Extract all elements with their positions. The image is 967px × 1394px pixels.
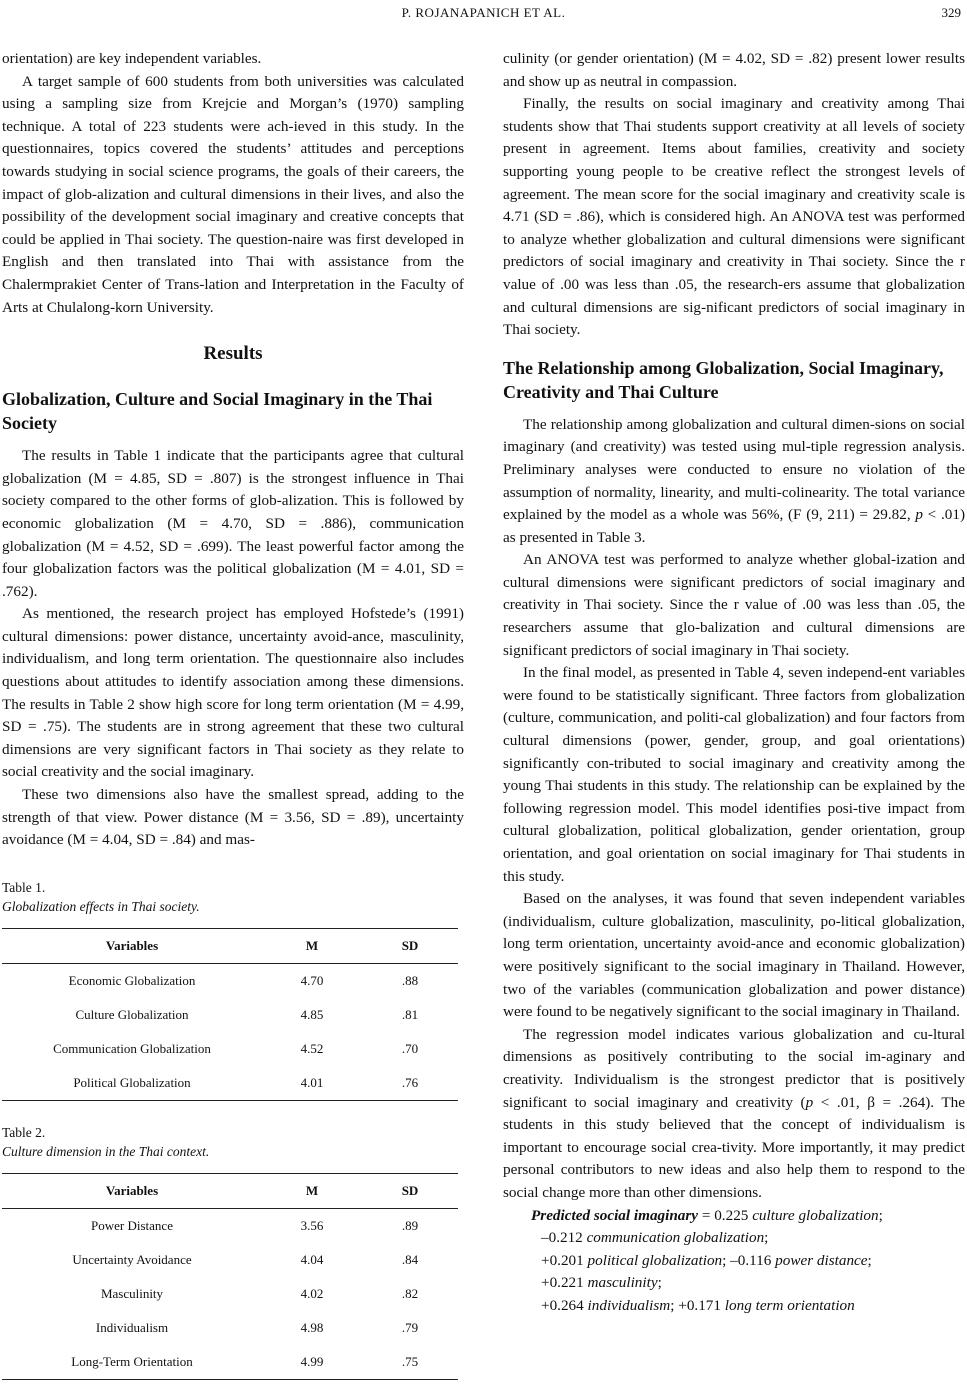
running-header-author: P. ROJANAPANICH ET AL. [401, 5, 566, 20]
table-row [2, 1345, 458, 1380]
paragraph: As mentioned, the research project has employed Hofstede’s (1991) cultural dimensions: power distance, uncertainty avoid-ance, masculinity, individualism, and long term orientation. The questionnaire also includes questions about attitudes to identify association among these dimensions. The results in Table 2 show high score for long term orientation (M = 4.99, SD = .75). The students are in strong agreement that these two cultural dimensions are very significant factors in Thai society as they relate to social creativity and the social imaginary. [2, 605, 464, 781]
table-header-row [2, 928, 458, 963]
equation-variable: power distance [775, 1251, 868, 1269]
table-header-row [2, 1173, 458, 1208]
paragraph: A target sample of 600 students from both universities was calculated using a sampling size from Krejcie and Morgan’s (1970) sampling technique. A total of 223 students were ach-ieved in this study. In the questionnaires, topics covered the students’ attitudes and perceptions towards studying in social science programs, the goals of their careers, the impact of glob-alization and cultural dimensions in their lives, and also the possibility of the development social imaginary and creative concepts that could be applied in Thai society. The question-naire was first developed in English and then translated into Thai with assistance from the Chalermprakiet Center of Trans-lation and Interpretation in the Faculty of Arts at Chulalong-korn University. [2, 72, 464, 316]
running-header [0, 0, 967, 26]
equation-separator: ; [878, 1206, 883, 1224]
table-cell: .75 [401, 1353, 419, 1369]
table-row [2, 1277, 458, 1311]
equation-coefficient: +0.221 [541, 1274, 588, 1292]
equation-coefficient: –0.212 [541, 1229, 587, 1247]
equation-coefficient: +0.201 [541, 1251, 588, 1269]
equation-line [503, 1295, 965, 1318]
equation-coefficient: ; –0.116 [722, 1251, 776, 1269]
table-row [2, 1311, 458, 1345]
table-2-title: Culture dimension in the Thai context. [2, 1143, 210, 1159]
table-cell: .79 [401, 1319, 419, 1335]
column-header: Variables [2, 1173, 262, 1208]
table-row [2, 1066, 458, 1101]
table-cell: Uncertainty Avoidance [72, 1251, 192, 1267]
table-cell: .89 [401, 1217, 419, 1233]
equation-variable: communication globalization [586, 1229, 765, 1247]
equation-lhs: Predicted social imaginary [531, 1206, 699, 1224]
text-run: The regression model indicates various globalization and cu-ltural dimensions as positively contributing to the social im-aginary and creativity. Individualism is the strongest predictor that is positively significant to social imaginary and creativity ( [503, 1025, 965, 1111]
paragraph: orientation) are key independent variables. [2, 50, 262, 67]
paragraph [503, 1024, 965, 1205]
equation-variable: individualism [587, 1296, 671, 1314]
left-column [2, 48, 464, 1380]
paragraph: Finally, the results on social imaginary and creativity among Thai students show that Thai students support creativity at all levels of society present in agreement. Items about families, creativity and society supporting young people to be creative reflect the strongest levels of agreement. The mean score for the social imaginary and creativity scale is 4.71 (SD = .86), which is considered high. An ANOVA test was performed to analyze whether globalization and cultural dimensions were significant predictors of social imaginary and creativity in Thai society. Since the r value of .00 was less than .05, the research-ers assume that globalization and cultural dimensions are sig-nificant predictors of social imaginary in Thai society. [503, 95, 965, 339]
table-cell: 4.99 [300, 1353, 324, 1369]
table-cell: Culture Globalization [75, 1006, 189, 1022]
table-row [2, 1032, 458, 1066]
equation-line [503, 1227, 965, 1250]
paragraph: An ANOVA test was performed to analyze whether global-ization and cultural dimensions were significant predictors of social imaginary and creativity in Thai society. Since the r value of .00 was less than .05, the researchers assume that glo-balization and cultural dimensions are significant predictors of social imaginary in Thai society. [503, 551, 965, 659]
table-cell: 4.98 [300, 1319, 324, 1335]
table-cell: Long-Term Orientation [71, 1353, 193, 1369]
table-cell: .88 [401, 972, 419, 988]
regression-equation [503, 1205, 965, 1318]
text-run: < .01, β = .264). The students in this study believed that the concept of individualism is important to encourage social crea-tivity. More importantly, it may predict personal contributors to new ideas and also help them to respond to the social change more than other dimensions. [503, 1093, 965, 1201]
table-cell: 4.70 [300, 972, 324, 988]
table-cell: 4.85 [300, 1006, 324, 1022]
column-header: Variables [2, 928, 262, 963]
table-cell: Individualism [95, 1319, 169, 1335]
column-header: SD [362, 928, 458, 963]
table-cell: .81 [401, 1006, 419, 1022]
table-cell: 3.56 [300, 1217, 324, 1233]
text-run: The relationship among globalization and cultural dimen-sions on social imaginary (and creativity) was tested using mul-tiple regression analysis. Preliminary analyses were conducted to ensure no violation of the assumption of normality, linearity, and multi-colinearity. The total variance explained by the model as a whole was 56%, (F (9, 211) = 29.82, [503, 415, 965, 524]
subsection-heading: The Relationship among Globalization, Social Imaginary, Creativity and Thai Culture [503, 357, 944, 402]
table-1-block [2, 878, 464, 1101]
table-cell: 4.02 [300, 1285, 324, 1301]
table-2-block [2, 1123, 464, 1380]
paragraph: In the final model, as presented in Table 4, seven independ-ent variables were found to be statistically significant. Three factors from globalization (culture, communication, and politi-cal globalization) and four factors from cultural dimensions (power, gender, group, and goal orientations) significantly con-tributed to social imaginary and creativity among the young Thai students in this study. The relationship can be explained by the following regression model. This model identifies posi-tive impact from cultural globalization, political globalization, gender orientation, group orientation, and goal orientation on social imaginary for Thai students in this study. [503, 664, 965, 885]
equation-variable: long term orientation [724, 1296, 855, 1314]
table-cell: Masculinity [100, 1285, 164, 1301]
table-cell: .70 [401, 1040, 419, 1056]
table-cell: 4.01 [300, 1074, 324, 1090]
paragraph: The results in Table 1 indicate that the participants agree that cultural globalization (M = 4.85, SD = .807) is the strongest influence in Thai society compared to the other forms of glob-alization. This is followed by economic globalization (M = 4.70, SD = .886), communication globalization (M = 4.52, SD = .699). The least powerful factor among the four globalization factors was the political globalization (M = 4.01, SD = .762). [2, 447, 464, 600]
table-cell: Power Distance [91, 1217, 173, 1233]
text-run-italic: p [915, 506, 923, 524]
page-number: 329 [941, 5, 961, 20]
table-row [2, 963, 458, 998]
paragraph: Based on the analyses, it was found that seven independent variables (individualism, culture globalization, masculinity, po-litical globalization, long term orientation, uncertainty avoid-ance and economic globalization) were positively significant to the social imaginary in Thailand. However, two of the variables (communication globalization and power distance) were found to be negatively significant to the social imaginary in Thailand. [503, 890, 965, 1021]
table-row [2, 1208, 458, 1243]
table-cell: 4.04 [300, 1251, 324, 1267]
equation-variable: political globalization [587, 1251, 723, 1269]
equation-separator: ; [764, 1229, 769, 1247]
right-column [503, 48, 965, 1317]
subsection-heading: Globalization, Culture and Social Imaginary in the Thai Society [2, 389, 433, 434]
equation-variable: culture globalization [752, 1206, 879, 1224]
equation-variable: masculinity [587, 1274, 658, 1292]
table-1-title: Globalization effects in Thai society. [2, 898, 200, 914]
equation-coefficient: ; +0.171 [670, 1296, 725, 1314]
text-run: < .01) as presented in Table 3. [503, 506, 966, 546]
table-row [2, 1243, 458, 1277]
paragraph [503, 414, 965, 550]
table-1-label: Table 1. [2, 879, 46, 895]
section-heading-results: Results [203, 343, 263, 365]
table-cell: Communication Globalization [53, 1040, 211, 1056]
paragraph: culinity (or gender orientation) (M = 4.02, SD = .82) present lower results and show up as neutral in compassion. [503, 50, 965, 90]
table-cell: Economic Globalization [68, 972, 196, 988]
equation-coefficient: = 0.225 [698, 1206, 753, 1224]
column-header: M [262, 928, 362, 963]
table-cell: .76 [401, 1074, 419, 1090]
table-2 [2, 1173, 458, 1380]
equation-separator: ; [867, 1251, 872, 1269]
equation-separator: ; [657, 1274, 662, 1292]
text-run-italic: p [805, 1093, 814, 1111]
equation-coefficient: +0.264 [541, 1296, 588, 1314]
table-cell: .82 [401, 1285, 419, 1301]
table-cell: 4.52 [300, 1040, 324, 1056]
table-cell: Political Globalization [73, 1074, 191, 1090]
equation-line [503, 1205, 965, 1228]
table-2-label: Table 2. [2, 1124, 46, 1140]
equation-line [503, 1250, 965, 1273]
paragraph: These two dimensions also have the smallest spread, adding to the strength of that view. Power distance (M = 3.56, SD = .89), uncertainty avoidance (M = 4.04, SD = .84) and mas- [2, 786, 464, 849]
column-header: M [262, 1173, 362, 1208]
table-cell: .84 [401, 1251, 419, 1267]
equation-line [503, 1272, 965, 1295]
column-header: SD [362, 1173, 458, 1208]
table-row [2, 998, 458, 1032]
table-1 [2, 928, 458, 1101]
